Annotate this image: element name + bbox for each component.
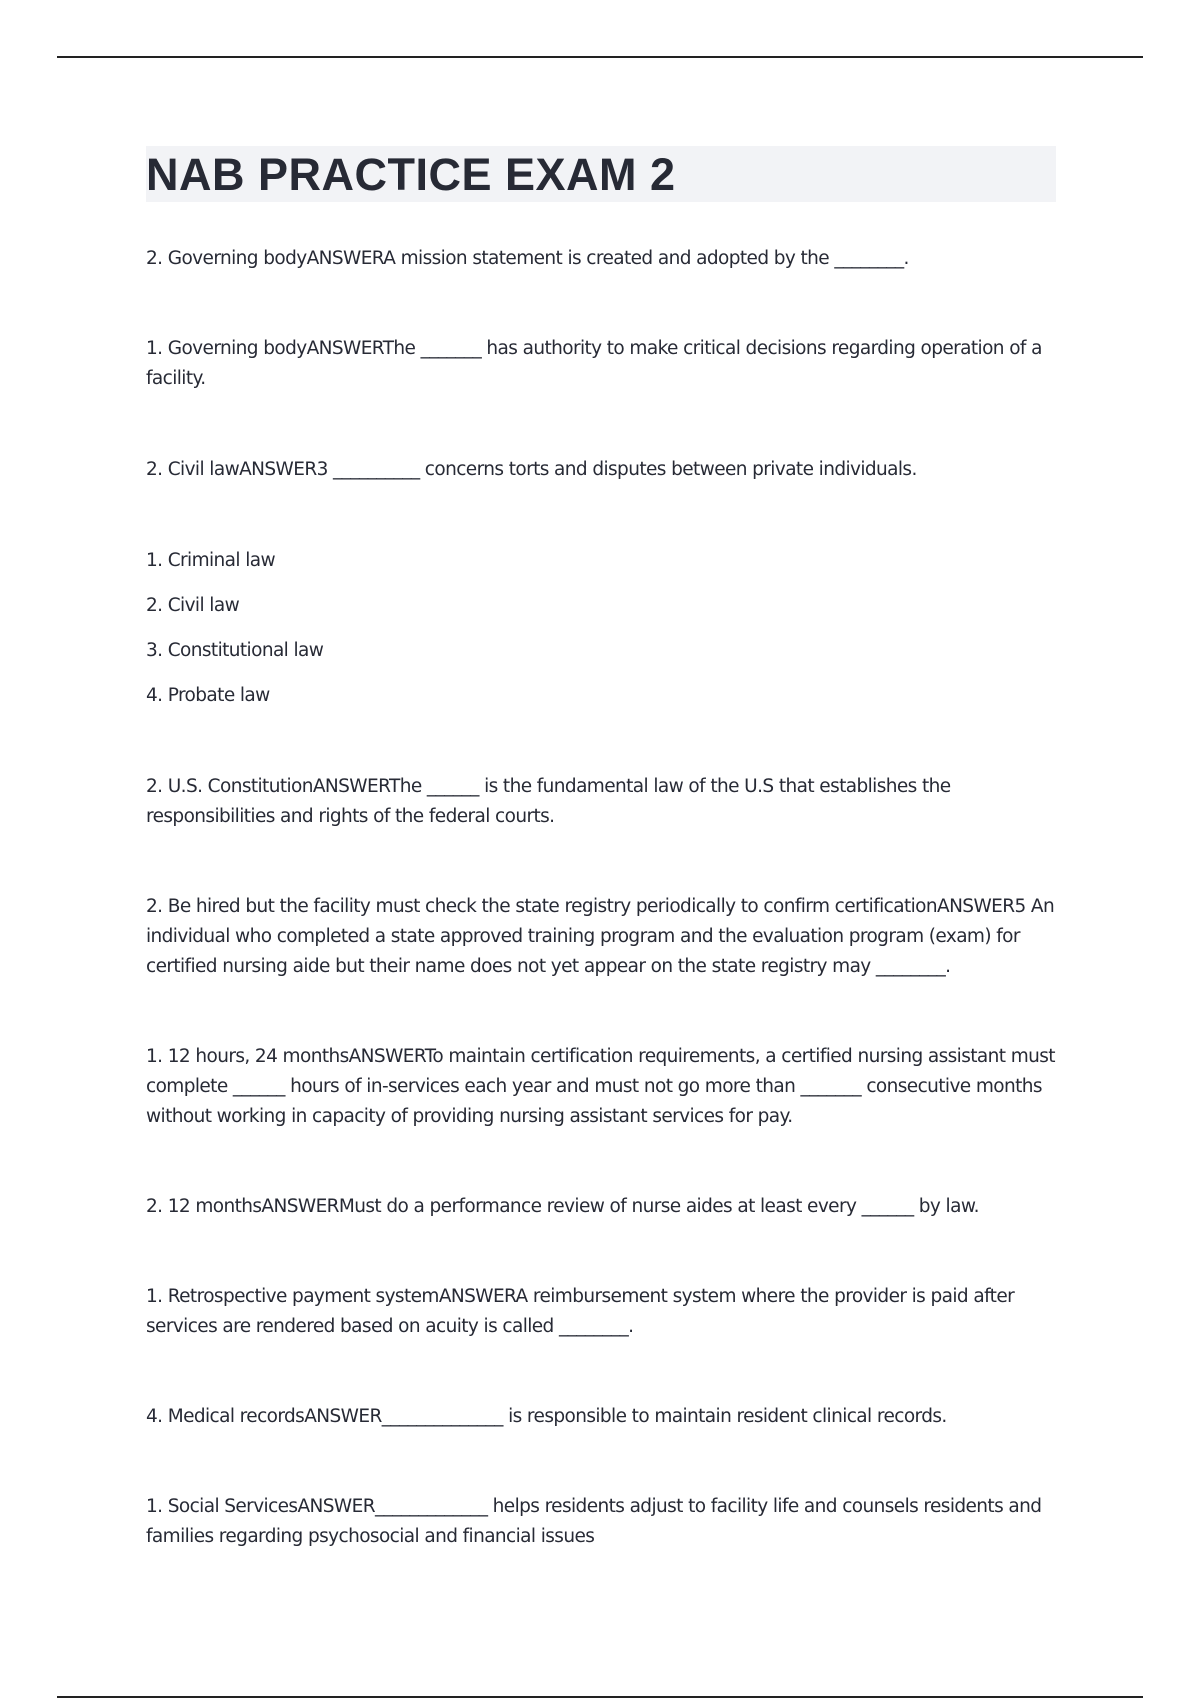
title-band bbox=[146, 146, 1056, 202]
question-medical-records: 4. Medical recordsANSWER______________ is responsible to maintain resident clinical records. bbox=[146, 1406, 947, 1427]
option-civil-law: 2. Civil law bbox=[146, 595, 240, 616]
option-constitutional-law: 3. Constitutional law bbox=[146, 640, 324, 661]
question-social-services: 1. Social ServicesANSWER_____________ helps residents adjust to facility life and counsels residents and families regarding psychosocial and financial issues bbox=[146, 1496, 1042, 1547]
question-civil-law: 2. Civil lawANSWER3 __________ concerns torts and disputes between private individuals. bbox=[146, 459, 917, 480]
bottom-rule bbox=[57, 1696, 1143, 1698]
question-us-constitution: 2. U.S. ConstitutionANSWERThe ______ is the fundamental law of the U.S that establishes the responsibilities and rights of the federal courts. bbox=[146, 776, 951, 827]
question-governing-body-mission: 2. Governing bodyANSWERA mission statement is created and adopted by the ________. bbox=[146, 248, 909, 269]
document-body bbox=[146, 146, 1056, 1552]
option-criminal-law: 1. Criminal law bbox=[146, 550, 276, 571]
question-state-registry: 2. Be hired but the facility must check the state registry periodically to confirm certificationANSWER5 An individual who completed a state approved training program and the evaluation program (exam) for certified nursing aide but their name does not yet appear on the state registry may ________. bbox=[146, 896, 1055, 977]
top-rule bbox=[57, 56, 1143, 58]
question-governing-body-authority: 1. Governing bodyANSWERThe _______ has authority to make critical decisions regarding operation of a facility. bbox=[146, 338, 1042, 389]
answer-options-list bbox=[146, 546, 1056, 711]
page-title: NAB PRACTICE EXAM 2 bbox=[146, 148, 676, 200]
question-retrospective-payment: 1. Retrospective payment systemANSWERA reimbursement system where the provider is paid after services are rendered based on acuity is called ________. bbox=[146, 1286, 1015, 1337]
question-cna-certification: 1. 12 hours, 24 monthsANSWERTo maintain certification requirements, a certified nursing assistant must complete ______ hours of in-services each year and must not go more than _______ consecutive months without working in capacity of providing nursing assistant services for pay. bbox=[146, 1046, 1055, 1127]
option-probate-law: 4. Probate law bbox=[146, 685, 270, 706]
question-performance-review: 2. 12 monthsANSWERMust do a performance review of nurse aides at least every ______ by law. bbox=[146, 1196, 979, 1217]
